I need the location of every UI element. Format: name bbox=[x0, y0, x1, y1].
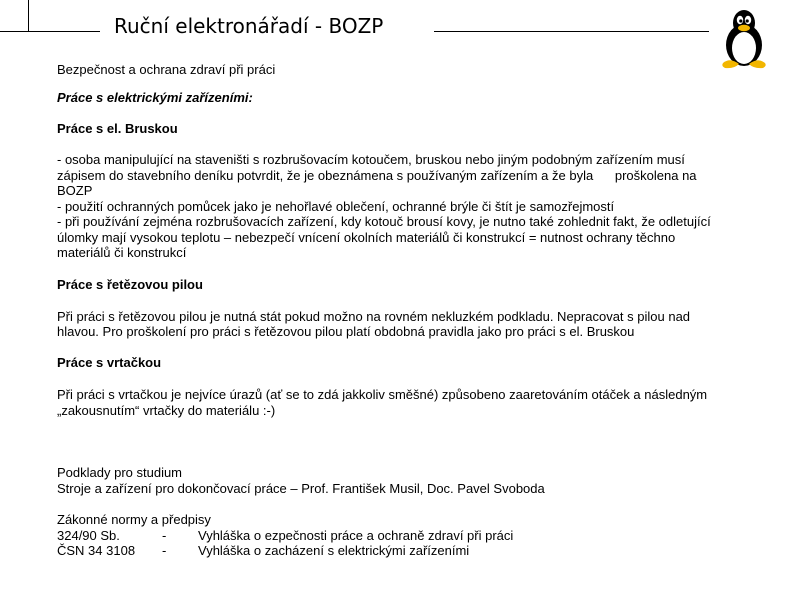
norm-text: Vyhláška o ezpečnosti práce a ochraně zdraví při práci bbox=[198, 528, 514, 543]
page-title: Ruční elektronářadí - BOZP bbox=[114, 14, 384, 38]
norm-dash: - bbox=[162, 543, 167, 558]
podklady-text: Stroje a zařízení pro dokončovací práce – Prof. František Musil, Doc. Pavel Svoboda bbox=[57, 481, 545, 496]
section-heading-vrtacka: Práce s vrtačkou bbox=[57, 355, 162, 370]
subtitle: Bezpečnost a ochrana zdraví při práci bbox=[57, 62, 276, 77]
bruska-line: zápisem do stavebního deníku potvrdit, že je obeznámena s používaným zařízením a že byla proškolena na bbox=[57, 168, 697, 183]
tux-penguin-icon bbox=[720, 8, 768, 70]
bruska-line: materiálů či konstrukcí bbox=[57, 245, 187, 260]
podklady-heading: Podklady pro studium bbox=[57, 465, 183, 480]
vrtacka-line: „zakousnutím“ vrtačky do materiálu :-) bbox=[57, 403, 276, 418]
pila-line: hlavou. Pro proškolení pro práci s řetězovou pilou platí obdobná pravidla jako pro práci s el. Bruskou bbox=[57, 324, 635, 339]
header-vertical-rule bbox=[28, 0, 29, 32]
header-rule-right bbox=[434, 31, 709, 32]
norm-dash: - bbox=[162, 528, 167, 543]
norm-code: ČSN 34 3108 bbox=[57, 543, 136, 558]
header-rule-left bbox=[0, 31, 28, 32]
bruska-line: - osoba manipulující na staveništi s rozbrušovacím kotoučem, bruskou nebo jiným podobným zařízením musí bbox=[57, 152, 685, 167]
bruska-line: úlomky mají vysokou teplotu – nebezpečí vnícení okolních materiálů či konstrukcí = nutnost ochrany těchno bbox=[57, 230, 676, 245]
pila-line: Při práci s řetězovou pilou je nutná stát pokud možno na rovném nekluzkém podkladu. Nepracovat s pilou nad bbox=[57, 309, 691, 324]
norm-text: Vyhláška o zacházení s elektrickými zařízeními bbox=[198, 543, 470, 558]
bruska-line: - použití ochranných pomůcek jako je nehořlavé oblečení, ochranné brýle či štít je samozřejmostí bbox=[57, 199, 615, 214]
section-heading-bruska: Práce s el. Bruskou bbox=[57, 121, 178, 136]
section-heading-pila: Práce s řetězovou pilou bbox=[57, 277, 203, 292]
norm-code: 324/90 Sb. bbox=[57, 528, 120, 543]
section-heading-electrical-text: Práce s elektrickými zařízeními: bbox=[57, 90, 253, 105]
bruska-line: - při používání zejména rozbrušovacích zařízení, kdy kotouč brousí kovy, je nutno také zohlednit fakt, že odletující bbox=[57, 214, 711, 229]
vrtacka-line: Při práci s vrtačkou je nejvíce úrazů (ať se to zdá jakkoliv směšné) způsobeno zaaretováním otáček a následným bbox=[57, 387, 708, 402]
bruska-line: BOZP bbox=[57, 183, 93, 198]
section-heading-electrical bbox=[57, 90, 253, 106]
normy-heading: Zákonné normy a předpisy bbox=[57, 512, 211, 527]
header-rule-left-2 bbox=[28, 31, 100, 32]
